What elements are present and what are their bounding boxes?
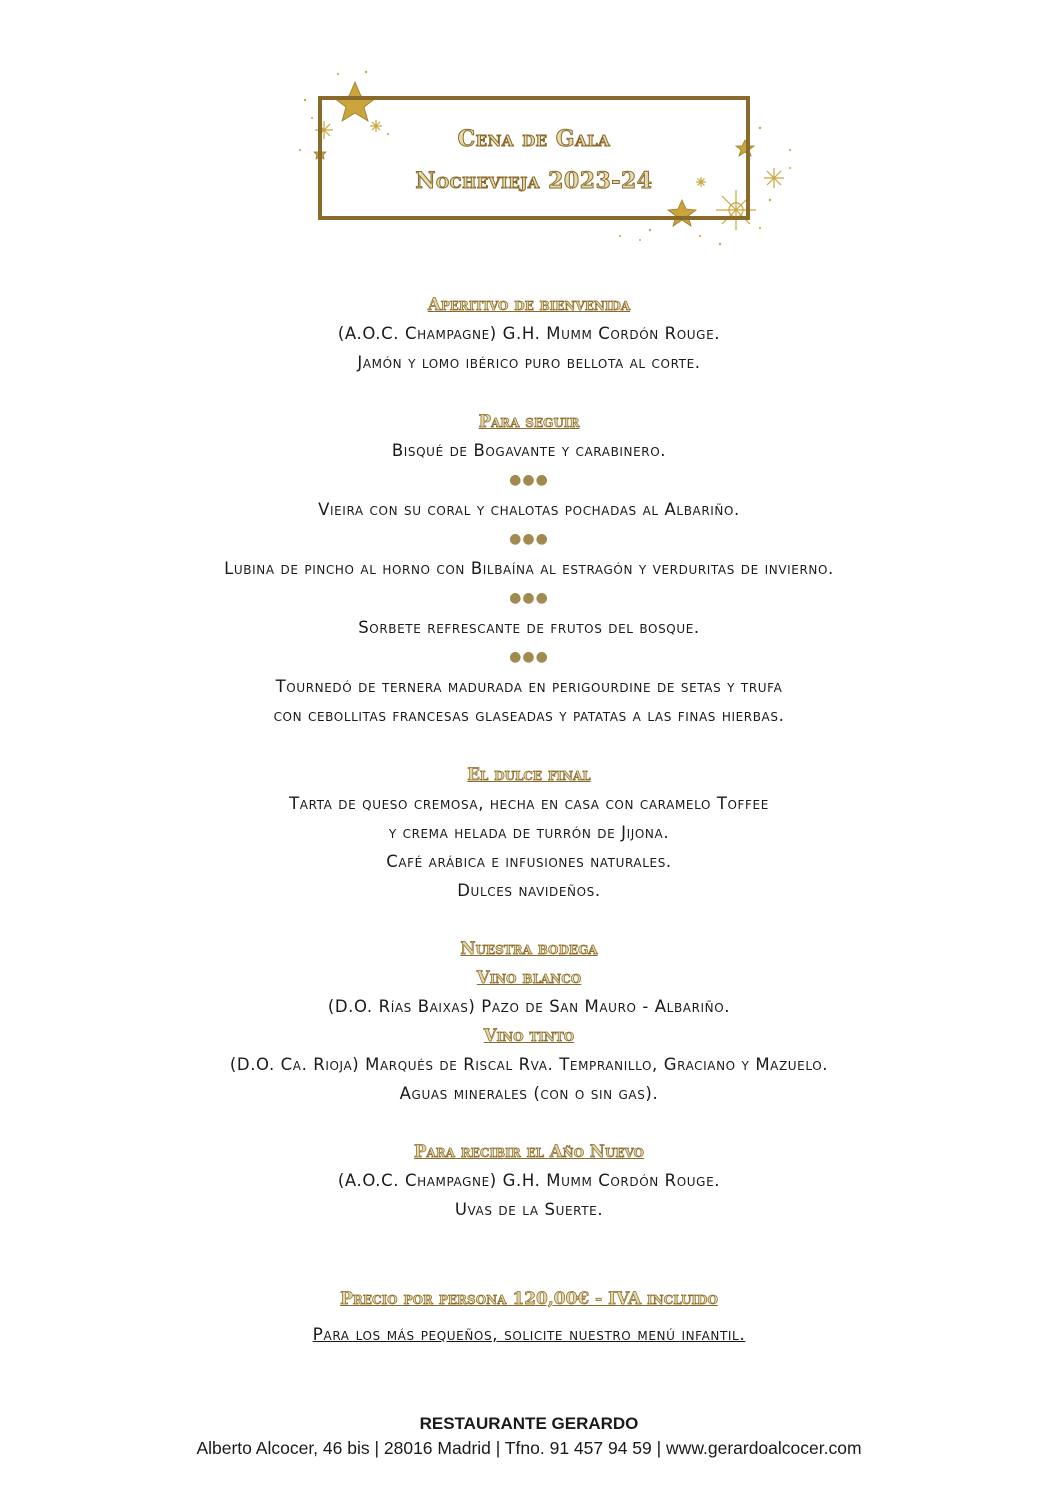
menu-subtitle: Nochevieja 2023-24 [415,168,653,194]
section-heading-dulce: El dulce final [467,765,591,784]
restaurant-address: Alberto Alcocer, 46 bis | 28016 Madrid | Tfno. 91 457 94 59 | www.gerardoalcocer.com [196,1438,862,1458]
menu-item: Bisqué de Bogavante y carabinero. [391,441,667,460]
menu-title: Cena de Gala [457,126,611,152]
menu-item: Dulces navideños. [457,881,601,900]
title-frame [318,96,750,220]
menu-item: Tarta de queso cremosa, hecha en casa con caramelo Toffee [289,794,769,813]
menu-item: Jamón y lomo ibérico puro bellota al corte. [357,353,701,372]
section-heading-bodega: Nuestra bodega [460,939,598,958]
menu-item: y crema helada de turrón de Jijona. [388,823,670,842]
subheading-vino-blanco: Vino blanco [476,968,582,987]
restaurant-name: RESTAURANTE GERARDO [419,1414,639,1433]
section-heading-aperitivo: Aperitivo de bienvenida [427,295,631,314]
section-heading-nuevo: Para recibir el Año Nuevo [413,1142,645,1161]
menu-item: Café arábica e infusiones naturales. [386,852,672,871]
subheading-vino-tinto: Vino tinto [483,1026,575,1045]
kids-menu-note: Para los más pequeños, solicite nuestro menú infantil. [312,1325,746,1345]
menu-item: Tournedó de ternera madurada en perigourdine de setas y trufa [275,677,783,696]
snowflake-icon [764,168,784,188]
menu-item: Vieira con su coral y chalotas pochadas al Albariño. [318,500,740,519]
menu-item: (A.O.C. Champagne) G.H. Mumm Cordón Rouge. [337,1171,721,1190]
price-line: Precio por persona 120,00€ - IVA incluido [340,1289,718,1309]
menu-item: Sorbete refrescante de frutos del bosque. [358,618,700,637]
menu-item: Aguas minerales (con o sin gas). [399,1084,659,1103]
menu-item: (D.O. Rías Baixas) Pazo de San Mauro - Albariño. [327,997,731,1016]
menu-item: (D.O. Ca. Rioja) Marqués de Riscal Rva. Tempranillo, Graciano y Mazuelo. [229,1055,829,1074]
dots-separator: ●●● [509,649,549,665]
dots-separator: ●●● [509,531,549,547]
menu-body [0,290,1058,1354]
menu-item: Uvas de la Suerte. [454,1200,604,1219]
menu-item: con cebollitas francesas glaseadas y patatas a las finas hierbas. [273,706,785,725]
dots-separator: ●●● [509,590,549,606]
menu-item: (A.O.C. Champagne) G.H. Mumm Cordón Rouge. [337,324,721,343]
dots-separator: ●●● [509,472,549,488]
menu-item: Lubina de pincho al horno con Bilbaína al estragón y verduritas de invierno. [224,559,834,578]
section-heading-seguir: Para seguir [478,412,580,431]
